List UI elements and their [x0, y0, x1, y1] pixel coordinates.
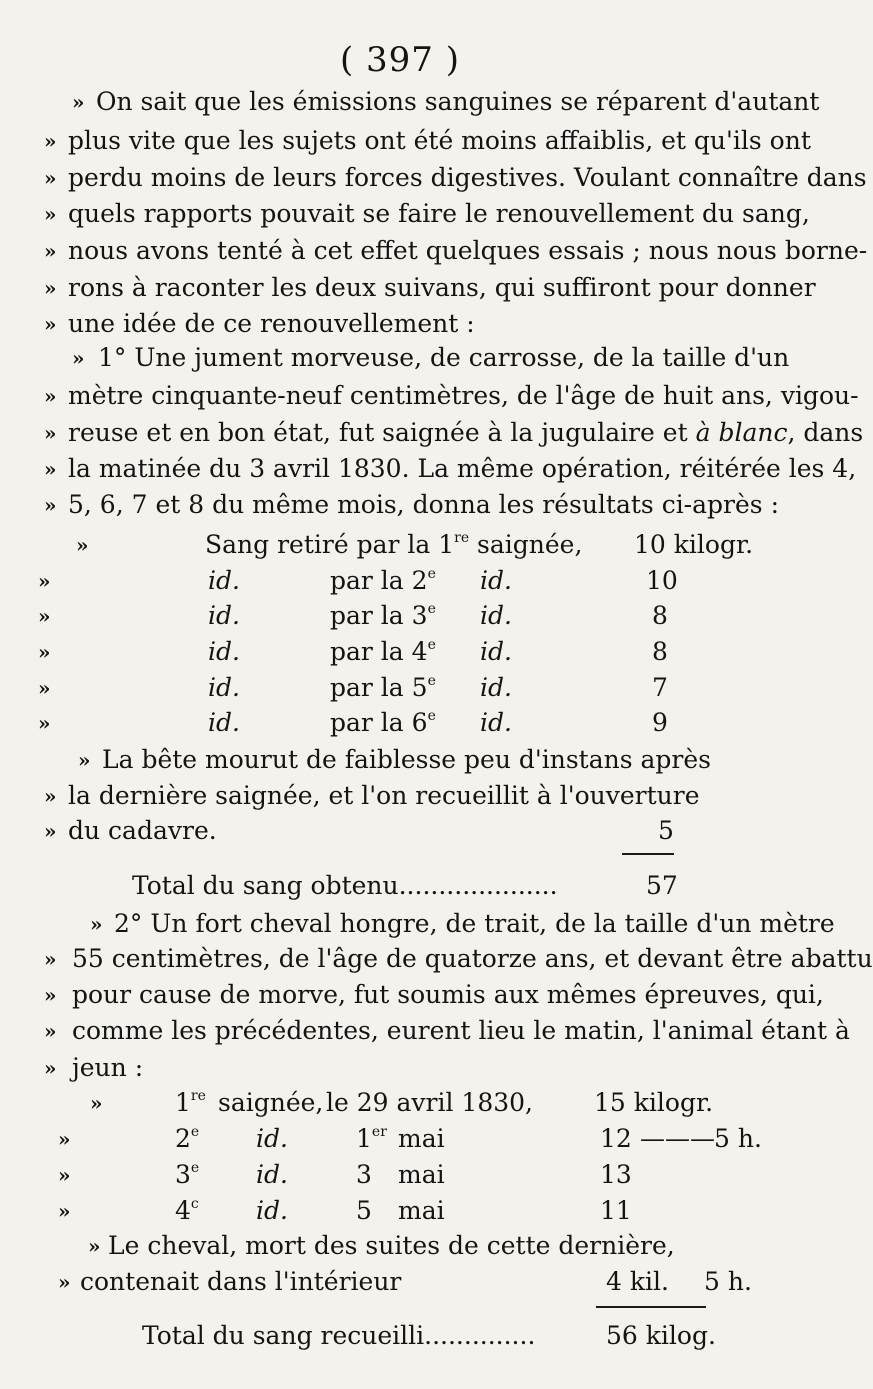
quote-mark: » — [90, 1091, 103, 1115]
text-line: » Le cheval, mort des suites de cette dernière, — [0, 1228, 800, 1264]
quote-mark: » — [44, 983, 57, 1007]
value-cell: 5 — [658, 816, 674, 845]
table-row: » id. par la 3e id. 8 — [0, 598, 800, 634]
text-line: » plus vite que les sujets ont été moins affaiblis, et qu'ils ont — [0, 123, 800, 159]
quote-mark: » — [44, 421, 57, 445]
sum-rule — [622, 853, 674, 855]
total-row: Total du sang recueilli.............. 56 kilog. — [0, 1318, 800, 1354]
quote-mark: » — [88, 1234, 101, 1258]
value-cell: 10 kilogr. — [634, 530, 754, 559]
text-line: » comme les précédentes, eurent lieu le matin, l'animal étant à — [0, 1013, 800, 1049]
quote-mark: » — [44, 202, 57, 226]
text-line: » reuse et en bon état, fut saignée à la jugulaire et à blanc, dans — [0, 415, 800, 451]
dash: ——— — [640, 1124, 715, 1153]
sum-rule — [596, 1306, 706, 1308]
text-line: » jeun : — [0, 1050, 800, 1086]
text-line: » On sait que les émissions sanguines se réparent d'autant — [0, 84, 800, 120]
quote-mark: » — [44, 457, 57, 481]
value-cell: 7 — [652, 673, 668, 702]
text-line: » pour cause de morve, fut soumis aux mêmes épreuves, qui, — [0, 977, 800, 1013]
value-cell: 8 — [652, 637, 668, 666]
quote-mark: » — [78, 748, 91, 772]
value-cell: 8 — [652, 601, 668, 630]
text-line: » 5, 6, 7 et 8 du même mois, donna les résultats ci-après : — [0, 487, 800, 523]
text-line: » 1° Une jument morveuse, de carrosse, de la taille d'un — [0, 340, 800, 376]
value-cell: 11 — [600, 1196, 632, 1225]
value-cell: 10 — [646, 566, 678, 595]
value-cell: 13 — [600, 1160, 632, 1189]
emphasis: à blanc — [695, 418, 788, 447]
text-line: » 55 centimètres, de l'âge de quatorze ans, et devant être abattu — [0, 941, 800, 977]
value-cell: 9 — [652, 708, 668, 737]
quote-mark: » — [44, 239, 57, 263]
quote-mark: » — [44, 947, 57, 971]
table-row: » 3e id. 3 mai 13 — [0, 1157, 800, 1193]
quote-mark: » — [44, 1019, 57, 1043]
quote-mark: » — [72, 90, 85, 114]
total-value: 56 kilog. — [606, 1321, 716, 1350]
quote-mark: » — [76, 533, 89, 557]
table-row: » 1re saignée, le 29 avril 1830, 15 kilogr. — [0, 1085, 800, 1121]
quote-mark: » — [72, 346, 85, 370]
table-row: » Sang retiré par la 1re saignée, 10 kilogr. — [0, 527, 800, 563]
table-row: » id. par la 6e id. 9 — [0, 705, 800, 741]
text-line: » perdu moins de leurs forces digestives. Voulant connaître dans — [0, 160, 800, 196]
quote-mark: » — [44, 129, 57, 153]
table-row: » 4$^c$ id. 5 mai 11 — [0, 1193, 800, 1229]
quote-mark: » — [44, 493, 57, 517]
quote-mark: » — [90, 912, 103, 936]
text-line: » 2° Un fort cheval hongre, de trait, de la taille d'un mètre — [0, 906, 800, 942]
quote-mark: » — [38, 676, 51, 700]
table-row: » 2e id. 1er mai 12 ——— 5 h. — [0, 1121, 800, 1157]
text-line: » une idée de ce renouvellement : — [0, 306, 800, 342]
value-cell: 15 kilogr. — [594, 1088, 714, 1117]
text-line: » nous avons tenté à cet effet quelques essais ; nous nous borne- — [0, 233, 800, 269]
text-line: » La bête mourut de faiblesse peu d'instans après — [0, 742, 800, 778]
table-row: » id. par la 5e id. 7 — [0, 670, 800, 706]
quote-mark: » — [38, 640, 51, 664]
quote-mark: » — [44, 384, 57, 408]
quote-mark: » — [44, 276, 57, 300]
quote-mark: » — [58, 1270, 71, 1294]
text-line: » mètre cinquante-neuf centimètres, de l'âge de huit ans, vigou- — [0, 378, 800, 414]
text-line: » la dernière saignée, et l'on recueillit à l'ouverture — [0, 778, 800, 814]
value-cell: 12 — [600, 1124, 632, 1153]
table-row: » id. par la 2e id. 10 — [0, 563, 800, 599]
text-line: » du cadavre. 5 — [0, 813, 800, 849]
text-line: » la matinée du 3 avril 1830. La même opération, réitérée les 4, — [0, 451, 800, 487]
table-row: » id. par la 4e id. 8 — [0, 634, 800, 670]
page-number: ( 397 ) — [339, 40, 461, 80]
quote-mark: » — [44, 1056, 57, 1080]
text-line: » contenait dans l'intérieur 4 kil. 5 h. — [0, 1264, 800, 1300]
extra-cell: 5 h. — [704, 1267, 752, 1296]
quote-mark: » — [58, 1163, 71, 1187]
total-value: 57 — [646, 871, 678, 900]
extra-cell: 5 h. — [714, 1124, 762, 1153]
quote-mark: » — [44, 819, 57, 843]
quote-mark: » — [38, 569, 51, 593]
text-line: » quels rapports pouvait se faire le renouvellement du sang, — [0, 196, 800, 232]
quote-mark: » — [38, 711, 51, 735]
quote-mark: » — [58, 1199, 71, 1223]
quote-mark: » — [44, 166, 57, 190]
total-row: Total du sang obtenu.................... 57 — [0, 868, 800, 904]
value-cell: 4 kil. — [606, 1267, 669, 1296]
quote-mark: » — [38, 604, 51, 628]
quote-mark: » — [44, 312, 57, 336]
quote-mark: » — [58, 1127, 71, 1151]
text-line: » rons à raconter les deux suivans, qui suffiront pour donner — [0, 270, 800, 306]
quote-mark: » — [44, 784, 57, 808]
